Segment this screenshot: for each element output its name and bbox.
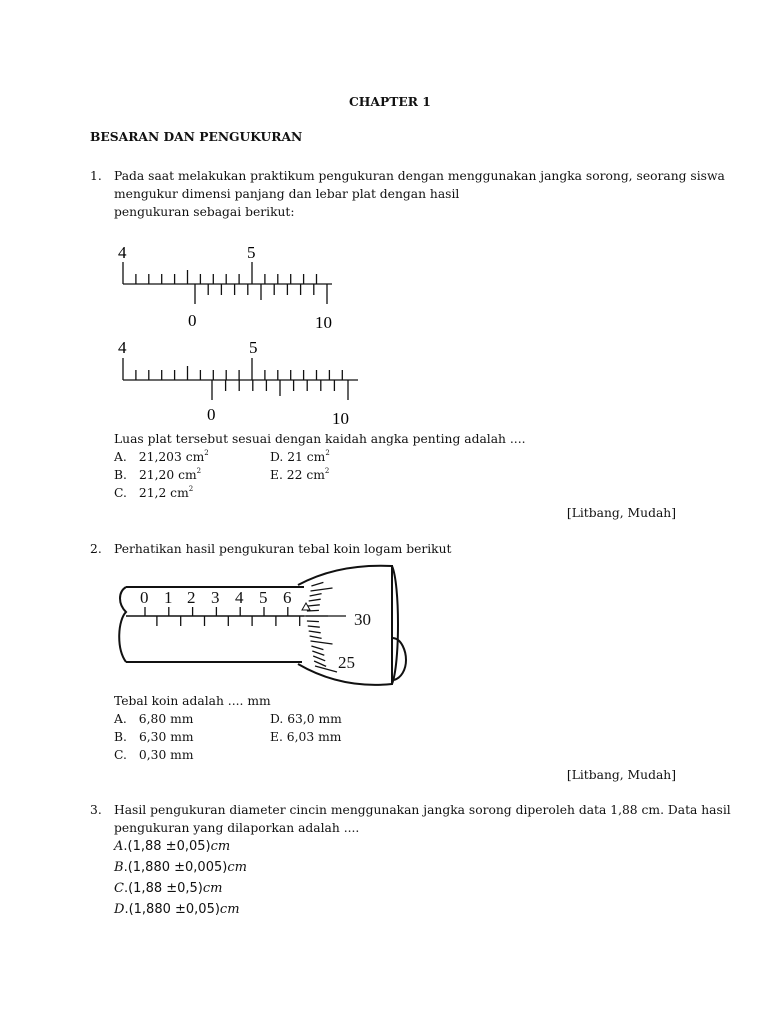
- thimble-number-25: 25: [338, 653, 355, 672]
- sleeve-number: 1: [164, 588, 173, 607]
- question-source: [Litbang, Mudah]: [566, 506, 676, 520]
- option-letter: B: [114, 860, 124, 875]
- option-d[interactable]: D.(1,880 ±0,05)cm: [114, 902, 240, 917]
- option-text: 21,20 cm: [138, 468, 197, 482]
- question-prompt: Luas plat tersebut sesuai dengan kaidah angka penting adalah ....: [114, 432, 526, 446]
- superscript: 2: [204, 449, 209, 457]
- question-number: 1.: [90, 169, 102, 183]
- option-text: 6,30 mm: [138, 730, 194, 744]
- caliper-reading-2: [110, 334, 370, 430]
- superscript: 2: [196, 467, 202, 475]
- thimble-number-30: 30: [354, 610, 371, 629]
- option-unit: cm: [202, 881, 223, 896]
- question-number: 2.: [90, 542, 102, 556]
- thimble-tick: [311, 641, 333, 644]
- thimble-tick: [308, 605, 320, 606]
- question-text-line: pengukuran yang dilaporkan adalah ....: [114, 821, 360, 835]
- option-text: 0,30 mm: [138, 748, 194, 762]
- chapter-title: CHAPTER 1: [349, 94, 431, 109]
- option-c[interactable]: [114, 746, 194, 764]
- question-text-line: Hasil pengukuran diameter cincin menggunakan jangka sorong diperoleh data 1,88 cm. Data hasil: [114, 803, 731, 817]
- question-prompt: Tebal koin adalah .... mm: [114, 694, 271, 708]
- superscript: 2: [324, 467, 330, 475]
- option-text: E. 22 cm: [270, 468, 325, 482]
- option-text: D. 63,0 mm: [270, 712, 342, 726]
- main-scale-label-5: 5: [249, 338, 258, 357]
- option-a[interactable]: [114, 448, 209, 466]
- vernier-label-0: 0: [207, 405, 216, 424]
- vernier-scale: [195, 284, 327, 304]
- question-text-line: pengukuran sebagai berikut:: [114, 205, 295, 219]
- option-letter: C.: [114, 486, 127, 500]
- option-letter: C.: [114, 748, 127, 762]
- thimble-tick: [309, 631, 321, 633]
- question-text-line: Perhatikan hasil pengukuran tebal koin logam berikut: [114, 542, 452, 556]
- superscript: 2: [188, 485, 194, 493]
- option-text: E. 6,03 mm: [270, 730, 342, 744]
- option-text: 21,203 cm: [138, 450, 205, 464]
- option-a[interactable]: [114, 710, 193, 728]
- option-d[interactable]: [270, 448, 330, 466]
- thimble-tick: [309, 599, 321, 601]
- thimble-tick: [310, 594, 322, 596]
- option-b[interactable]: B.(1,880 ±0,005)cm: [114, 860, 247, 875]
- option-letter: B.: [114, 468, 127, 482]
- vernier-label-10: 10: [332, 409, 349, 428]
- option-b[interactable]: [114, 728, 194, 746]
- sleeve-number: 4: [235, 588, 244, 607]
- option-b[interactable]: [114, 466, 201, 484]
- question-text-line: Pada saat melakukan praktikum pengukuran dengan menggunakan jangka sorong, seorang siswa: [114, 169, 725, 183]
- option-expression: (1,88 ±0,5): [128, 881, 203, 896]
- option-text: D. 21 cm: [270, 450, 326, 464]
- sleeve-number: 6: [283, 588, 292, 607]
- option-a[interactable]: A.(1,88 ±0,05)cm: [114, 839, 231, 854]
- vernier-scale: [212, 380, 348, 400]
- option-expression: (1,880 ±0,05): [128, 902, 220, 917]
- option-unit: cm: [227, 860, 247, 875]
- sleeve-number: 5: [259, 588, 268, 607]
- thimble-tick: [313, 656, 325, 661]
- option-letter: A.: [114, 450, 127, 464]
- option-e[interactable]: [270, 728, 341, 746]
- main-scale-label-4: 4: [118, 243, 127, 262]
- main-scale-label-4: 4: [118, 338, 127, 357]
- sleeve-number: 0: [140, 588, 149, 607]
- sleeve-number: 2: [187, 588, 196, 607]
- caliper-reading-1: [110, 236, 350, 334]
- option-text: 21,2 cm: [138, 486, 189, 500]
- main-scale: [123, 358, 358, 380]
- thimble-tick: [307, 621, 319, 622]
- thimble-tick: [315, 666, 337, 672]
- main-scale: [123, 262, 332, 284]
- sleeve-number: 3: [211, 588, 220, 607]
- thimble-tick: [311, 582, 323, 586]
- option-d[interactable]: [270, 710, 342, 728]
- option-letter: A.: [114, 712, 127, 726]
- option-letter: C: [114, 881, 124, 896]
- question-number: 3.: [90, 803, 102, 817]
- superscript: 2: [325, 449, 330, 457]
- sleeve-left-end: [119, 587, 126, 662]
- option-letter: B.: [114, 730, 127, 744]
- option-unit: cm: [219, 902, 240, 917]
- option-c[interactable]: C.(1,88 ±0,5)cm: [114, 881, 223, 896]
- question-text-line: mengukur dimensi panjang dan lebar plat dengan hasil: [114, 187, 460, 201]
- option-letter: A: [114, 839, 124, 854]
- question-source: [Litbang, Mudah]: [566, 768, 676, 782]
- thimble-tick: [310, 636, 322, 638]
- option-text: 6,80 mm: [138, 712, 194, 726]
- main-scale-label-5: 5: [247, 243, 256, 262]
- option-expression: (1,880 ±0,005): [127, 860, 228, 875]
- vernier-label-10: 10: [315, 313, 332, 332]
- option-e[interactable]: [270, 466, 329, 484]
- thimble-ticks: [306, 582, 337, 672]
- option-letter: D: [114, 902, 125, 917]
- option-expression: (1,88 ±0,05): [127, 839, 211, 854]
- option-c[interactable]: [114, 484, 193, 502]
- thimble-tick: [312, 651, 324, 655]
- vernier-label-0: 0: [188, 311, 197, 330]
- option-unit: cm: [210, 839, 231, 854]
- thimble-tick: [311, 646, 323, 650]
- thimble-tick: [311, 588, 333, 591]
- section-title: BESARAN DAN PENGUKURAN: [90, 129, 303, 144]
- micrometer-reading: [112, 560, 412, 692]
- thimble-tick: [308, 626, 320, 627]
